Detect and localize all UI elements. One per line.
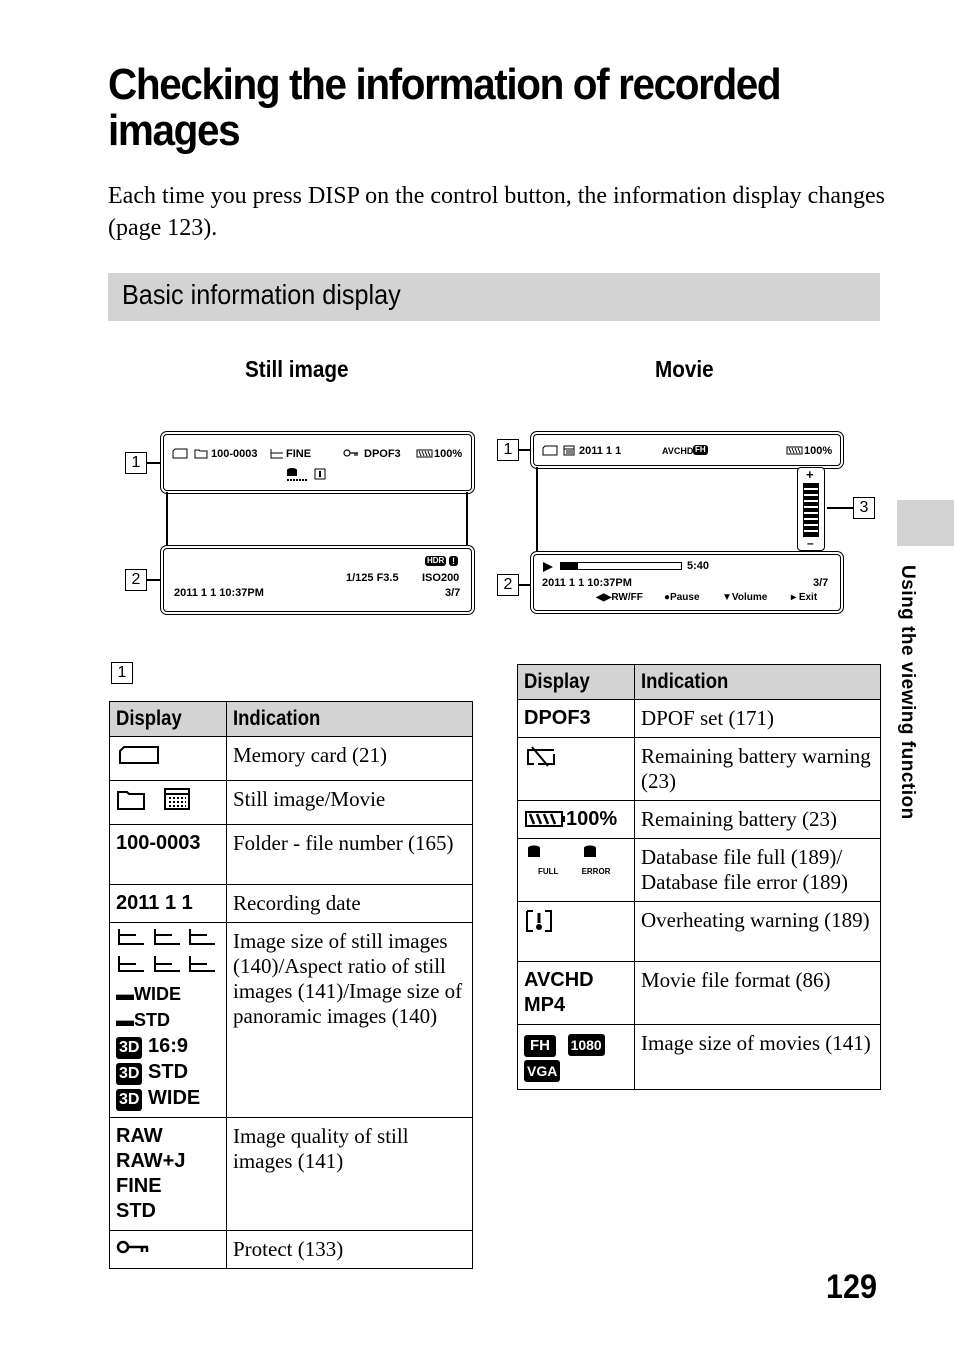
volume-control[interactable]: ▼Volume xyxy=(722,592,768,603)
3d-badge: 3D xyxy=(116,1089,142,1111)
table-callout-1: 1 xyxy=(111,662,133,684)
memory-card-icon xyxy=(542,445,558,456)
table-row xyxy=(110,885,473,923)
page-number: 129 xyxy=(826,1268,878,1306)
3d-badge: 3D xyxy=(116,1037,142,1059)
table-row xyxy=(110,737,473,781)
exit-control[interactable]: ▸ Exit xyxy=(791,592,818,603)
movie-bottom-panel xyxy=(533,554,841,611)
still-image-label: Still image xyxy=(245,356,349,382)
col-header-display: Display xyxy=(518,665,635,700)
indication-cell: Image size of still images (140)/Aspect ratio of still images (141)/Image size of panoramic images (140) xyxy=(227,923,473,1118)
indication-cell: Protect (133) xyxy=(227,1231,473,1269)
still-top-panel xyxy=(163,434,472,491)
movie-mode-icon xyxy=(563,445,575,456)
callout-2-still: 2 xyxy=(125,569,147,591)
hdr-icon: HDR xyxy=(427,556,445,565)
shutter-aperture: 1/125 F3.5 xyxy=(346,572,399,584)
table-row xyxy=(110,825,473,885)
section-heading-bar xyxy=(108,273,880,321)
table-row xyxy=(518,1025,881,1090)
rwff-control[interactable]: ◀▶RW/FF xyxy=(596,592,643,603)
folder-icon xyxy=(116,787,146,811)
table-row xyxy=(110,1118,473,1231)
battery-icon xyxy=(524,809,566,829)
quality-fine: FINE xyxy=(116,1175,162,1197)
battery-icon xyxy=(416,449,434,458)
movie-size-vga-badge: VGA xyxy=(524,1060,560,1082)
3d-wide-label: WIDE xyxy=(148,1087,201,1109)
overheating-icon xyxy=(524,908,554,934)
table-row xyxy=(518,962,881,1025)
battery-warning-icon xyxy=(524,744,558,768)
dpof-status: DPOF3 xyxy=(364,448,401,460)
play-icon xyxy=(542,561,554,573)
table-row xyxy=(518,801,881,839)
progress-bar[interactable] xyxy=(560,562,682,570)
volume-bar[interactable] xyxy=(797,467,825,551)
database-error-icon xyxy=(576,845,620,875)
table-row xyxy=(110,781,473,825)
movie-size-badge: FH xyxy=(695,445,706,454)
indication-cell: Still image/Movie xyxy=(227,781,473,825)
image-quality: FINE xyxy=(286,448,312,460)
table-row xyxy=(110,923,473,1118)
image-size-icons xyxy=(116,927,220,954)
battery-icon xyxy=(786,446,804,455)
indication-cell: Overheating warning (189) xyxy=(635,902,881,962)
callout-3-movie: 3 xyxy=(853,497,875,519)
battery-level: 100% xyxy=(434,448,463,460)
movie-label: Movie xyxy=(655,356,714,382)
battery-level: 100% xyxy=(804,445,833,457)
volume-minus: – xyxy=(807,536,814,550)
3d-std-label: STD xyxy=(148,1061,189,1083)
table-row xyxy=(518,738,881,801)
panorama-wide-label: WIDE xyxy=(134,984,181,1004)
quality-raw: RAW xyxy=(116,1125,163,1147)
panorama-std-label: STD xyxy=(134,1010,170,1030)
col-header-display: Display xyxy=(110,702,227,737)
warning-icon: ! xyxy=(449,556,458,566)
database-full-icon xyxy=(524,845,560,875)
table-row xyxy=(518,700,881,738)
exit-label: Exit xyxy=(798,592,818,603)
table-row xyxy=(518,902,881,962)
movie-size-fh-badge: FH xyxy=(524,1035,556,1057)
movie-format: AVCHD xyxy=(662,446,694,456)
database-error-label: ERROR xyxy=(581,867,611,876)
folder-icon xyxy=(194,448,208,459)
overheating-icon xyxy=(314,468,326,480)
movie-recording-date: 2011 1 1 10:37PM xyxy=(542,577,632,589)
panorama-wide-icon: ▬ xyxy=(116,984,134,1004)
aspect-m-icon xyxy=(152,954,182,974)
page-title: Checking the information of recorded images xyxy=(108,60,781,155)
protect-icon xyxy=(116,1239,150,1255)
quality-raw-j: RAW+J xyxy=(116,1150,186,1172)
section-heading: Basic information display xyxy=(122,279,401,310)
3d-badge: 3D xyxy=(116,1063,142,1085)
indication-cell: Image size of movies (141) xyxy=(635,1025,881,1090)
indication-cell: Remaining battery warning (23) xyxy=(635,738,881,801)
image-size-l-icon xyxy=(116,927,146,947)
database-full-label: FULL xyxy=(538,867,559,876)
folder-file-number: 100-0003 xyxy=(211,448,258,460)
indication-cell: DPOF set (171) xyxy=(635,700,881,738)
battery-percent: 100% xyxy=(566,808,618,830)
memory-card-icon xyxy=(116,743,160,767)
memory-card-icon xyxy=(172,448,188,459)
indication-cell: Memory card (21) xyxy=(227,737,473,781)
movie-format-mp4: MP4 xyxy=(524,994,566,1016)
protect-icon xyxy=(343,449,359,458)
right-info-table xyxy=(517,664,881,1090)
quality-std: STD xyxy=(116,1200,156,1222)
movie-size-1080-badge: 1080 xyxy=(568,1034,605,1056)
volume-plus: + xyxy=(806,467,814,482)
callout-1-movie: 1 xyxy=(497,439,519,461)
indication-cell: Movie file format (86) xyxy=(635,962,881,1025)
display-cell: 100-0003 xyxy=(110,825,227,885)
indication-cell: Folder - file number (165) xyxy=(227,825,473,885)
indication-cell: Recording date xyxy=(227,885,473,923)
chapter-tab xyxy=(897,500,954,546)
movie-count: 3/7 xyxy=(813,577,829,589)
movie-top-panel xyxy=(533,434,841,466)
movie-time: 5:40 xyxy=(687,560,710,572)
pause-control[interactable]: ●Pause xyxy=(664,592,700,603)
3d-169-label: 16:9 xyxy=(148,1035,189,1057)
image-size-m-icon xyxy=(152,927,182,947)
panorama-std-icon: ▬ xyxy=(116,1010,134,1030)
rwff-label: RW/FF xyxy=(611,592,643,603)
indication-cell: Image quality of still images (141) xyxy=(227,1118,473,1231)
movie-date-top: 2011 1 1 xyxy=(579,445,622,457)
callout-1-still: 1 xyxy=(125,452,147,474)
pause-label: Pause xyxy=(670,592,700,603)
aspect-l-icon xyxy=(116,954,146,974)
volume-label: Volume xyxy=(731,592,768,603)
image-size-icon xyxy=(270,448,284,459)
recording-date: 2011 1 1 10:37PM xyxy=(174,587,264,599)
still-bottom-panel xyxy=(163,548,472,612)
col-header-indication: Indication xyxy=(635,665,881,700)
movie-format-avchd: AVCHD xyxy=(524,969,594,991)
movie-list-icon xyxy=(162,787,192,811)
display-cell: 2011 1 1 xyxy=(110,885,227,923)
aspect-ratio-icons xyxy=(116,954,220,981)
indication-cell: Remaining battery (23) xyxy=(635,801,881,839)
aspect-s-icon xyxy=(187,954,217,974)
table-row xyxy=(110,1231,473,1269)
database-error-icon xyxy=(286,467,308,483)
display-cell: DPOF3 xyxy=(518,700,635,738)
chapter-label: Using the viewing function xyxy=(897,565,918,820)
progress-fill xyxy=(561,563,578,569)
volume-level xyxy=(803,483,819,537)
col-header-indication: Indication xyxy=(227,702,473,737)
left-info-table xyxy=(109,701,473,1269)
image-count: 3/7 xyxy=(445,587,461,599)
table-row xyxy=(518,839,881,902)
iso-value: ISO200 xyxy=(422,572,460,584)
indication-cell: Database file full (189)/ Database file error (189) xyxy=(635,839,881,902)
callout-2-movie: 2 xyxy=(497,574,519,596)
image-size-s-icon xyxy=(187,927,217,947)
intro-paragraph: Each time you press DISP on the control button, the information display changes (page 123). xyxy=(108,183,885,241)
